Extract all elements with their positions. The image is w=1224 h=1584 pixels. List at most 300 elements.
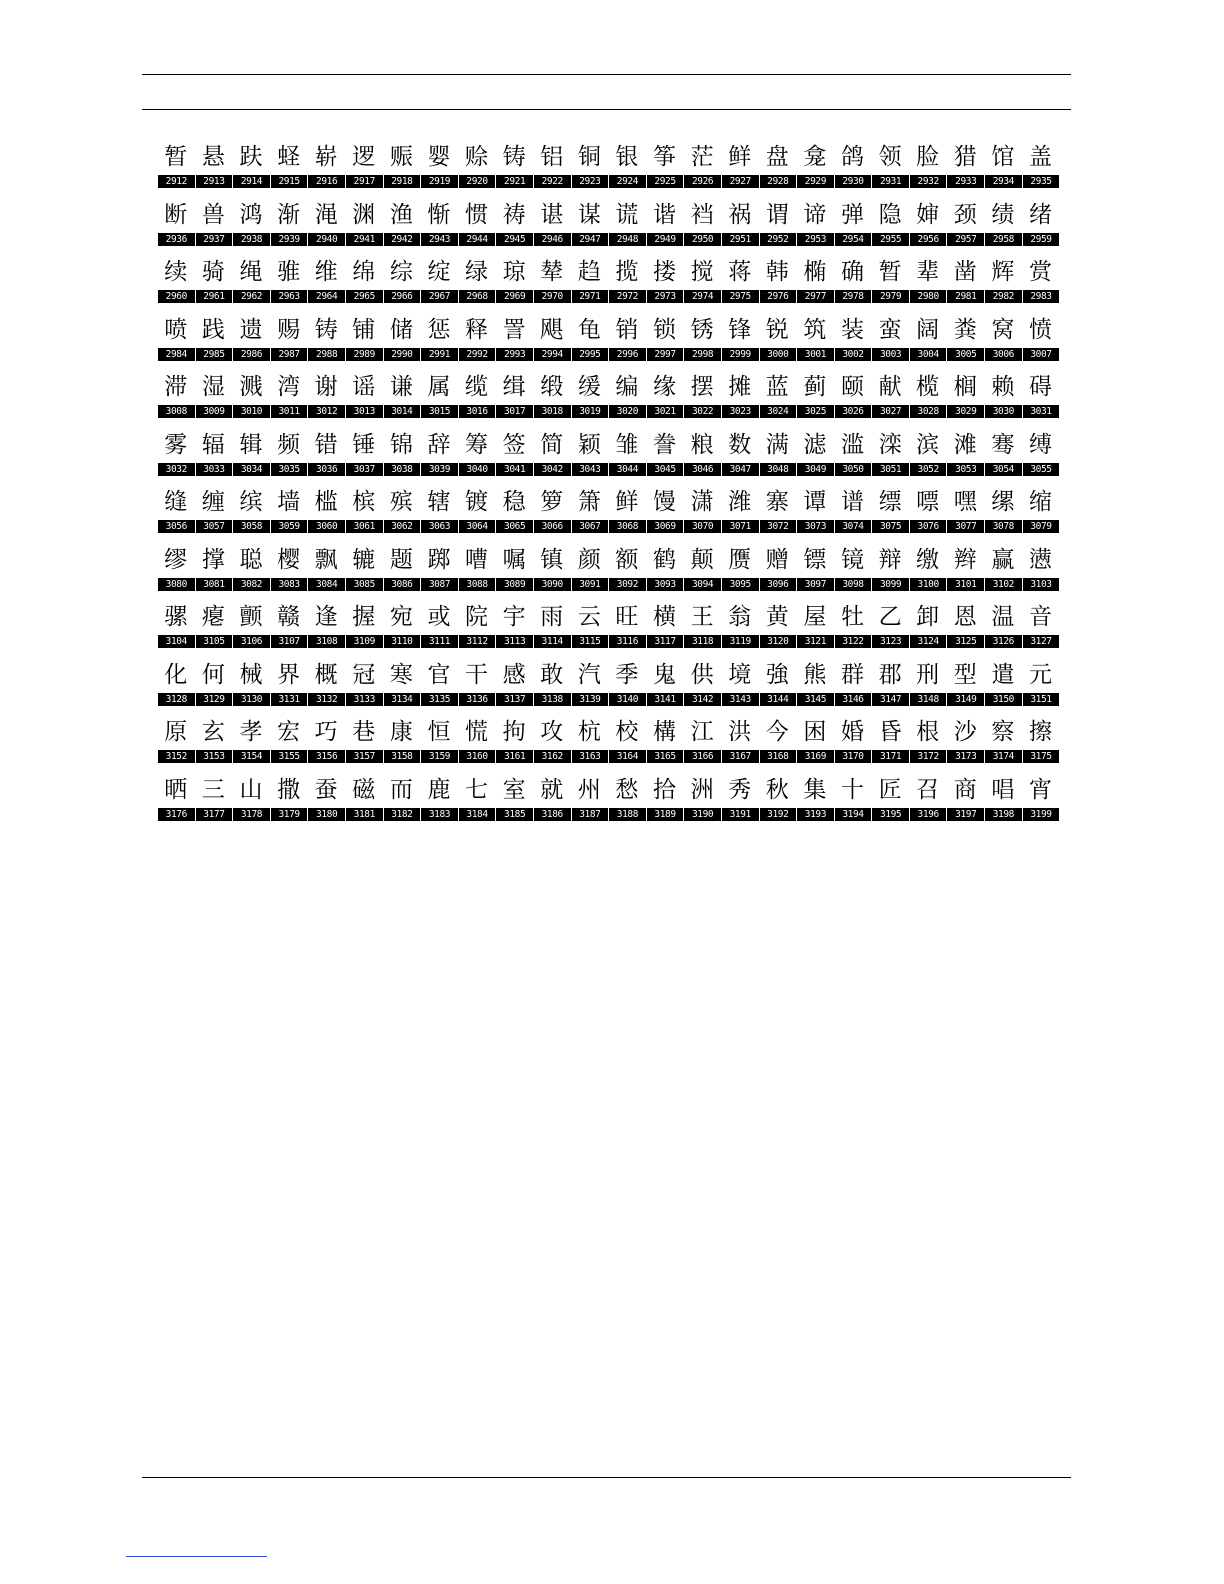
glyph-character: 恩 xyxy=(953,604,977,630)
glyph-character: 潇 xyxy=(690,489,714,515)
glyph-cell xyxy=(796,429,834,487)
glyph-character: 谱 xyxy=(840,489,864,515)
glyph-cell xyxy=(495,544,533,602)
glyph-character: 编 xyxy=(615,374,639,400)
glyph-character: 暂 xyxy=(164,144,188,170)
glyph-code: 2968 xyxy=(458,290,496,303)
glyph-code: 3046 xyxy=(683,463,721,476)
glyph-character: 兽 xyxy=(201,201,225,228)
glyph-code: 3194 xyxy=(834,808,872,821)
glyph-character: 感 xyxy=(502,661,526,688)
glyph-cell xyxy=(420,314,458,372)
glyph-cell xyxy=(984,544,1022,602)
glyph-character: 滤 xyxy=(803,431,827,458)
glyph-character: 满 xyxy=(765,431,789,458)
glyph-cell xyxy=(571,256,609,314)
glyph-cell xyxy=(307,601,345,659)
glyph-code: 3001 xyxy=(796,348,834,361)
glyph-cell xyxy=(232,429,270,487)
glyph-cell xyxy=(571,371,609,429)
glyph-cell xyxy=(796,544,834,602)
glyph-character: 群 xyxy=(840,661,864,688)
glyph-cell xyxy=(759,199,797,257)
glyph-code: 3072 xyxy=(759,520,797,533)
glyph-code: 3041 xyxy=(495,463,533,476)
glyph-cell xyxy=(383,429,421,487)
glyph-cell xyxy=(495,199,533,257)
glyph-code: 3022 xyxy=(683,405,721,418)
glyph-character: 秀 xyxy=(728,776,752,803)
glyph-character: 属 xyxy=(427,374,451,400)
glyph-code: 3087 xyxy=(420,578,458,591)
glyph-code: 2922 xyxy=(533,175,571,188)
glyph-cell xyxy=(946,314,984,372)
glyph-cell xyxy=(683,544,721,602)
glyph-character: 宏 xyxy=(277,719,301,745)
glyph-cell xyxy=(307,716,345,774)
glyph-code: 2986 xyxy=(232,348,270,361)
glyph-cell xyxy=(646,256,684,314)
glyph-row xyxy=(157,371,1060,429)
glyph-code: 3093 xyxy=(646,578,684,591)
glyph-code: 3012 xyxy=(307,405,345,418)
glyph-cell xyxy=(195,371,233,429)
glyph-code: 3157 xyxy=(345,750,383,763)
glyph-cell xyxy=(683,371,721,429)
glyph-character: 谐 xyxy=(653,201,677,228)
glyph-character: 或 xyxy=(427,604,451,630)
glyph-cell xyxy=(345,256,383,314)
glyph-character: 龟 xyxy=(577,316,601,343)
glyph-character: 隐 xyxy=(878,201,902,228)
glyph-code: 3124 xyxy=(909,635,947,648)
glyph-character: 惭 xyxy=(427,201,451,228)
glyph-character: 摊 xyxy=(728,374,752,400)
glyph-cell xyxy=(383,716,421,774)
glyph-character: 谣 xyxy=(352,374,376,400)
glyph-cell xyxy=(533,486,571,544)
glyph-code: 2933 xyxy=(946,175,984,188)
glyph-cell xyxy=(232,544,270,602)
glyph-cell xyxy=(345,429,383,487)
glyph-code: 3026 xyxy=(834,405,872,418)
glyph-cell xyxy=(683,659,721,717)
glyph-code: 2946 xyxy=(533,233,571,246)
glyph-code: 3074 xyxy=(834,520,872,533)
glyph-cell xyxy=(871,601,909,659)
glyph-character: 稳 xyxy=(502,489,526,515)
glyph-character: 辖 xyxy=(427,489,451,515)
glyph-character: 龛 xyxy=(803,144,827,170)
glyph-code: 3191 xyxy=(721,808,759,821)
glyph-code: 2970 xyxy=(533,290,571,303)
glyph-cell xyxy=(533,314,571,372)
glyph-cell xyxy=(683,256,721,314)
glyph-character: 装 xyxy=(840,316,864,343)
glyph-code: 3025 xyxy=(796,405,834,418)
glyph-character: 十 xyxy=(840,776,864,803)
glyph-code: 3160 xyxy=(458,750,496,763)
glyph-cell xyxy=(871,199,909,257)
glyph-code: 3146 xyxy=(834,693,872,706)
glyph-character: 祸 xyxy=(728,201,752,228)
glyph-code: 2957 xyxy=(946,233,984,246)
glyph-code: 3096 xyxy=(759,578,797,591)
glyph-cell xyxy=(946,371,984,429)
glyph-cell xyxy=(458,199,496,257)
glyph-cell xyxy=(383,199,421,257)
glyph-character: 榄 xyxy=(916,374,940,400)
glyph-character: 缓 xyxy=(577,374,601,400)
glyph-code: 3171 xyxy=(871,750,909,763)
glyph-code: 3163 xyxy=(571,750,609,763)
glyph-code: 3094 xyxy=(683,578,721,591)
glyph-cell xyxy=(195,199,233,257)
glyph-character: 辘 xyxy=(352,546,376,573)
glyph-character: 绽 xyxy=(427,259,451,285)
glyph-code: 2992 xyxy=(458,348,496,361)
glyph-code: 2983 xyxy=(1022,290,1060,303)
glyph-cell xyxy=(646,774,684,832)
glyph-character: 而 xyxy=(389,776,413,803)
glyph-code: 3197 xyxy=(946,808,984,821)
glyph-code: 3109 xyxy=(345,635,383,648)
glyph-character: 签 xyxy=(502,431,526,458)
glyph-cell xyxy=(946,659,984,717)
glyph-code: 3032 xyxy=(157,463,195,476)
glyph-character: 馒 xyxy=(653,489,677,515)
glyph-character: 慌 xyxy=(465,719,489,745)
glyph-character: 官 xyxy=(427,661,451,688)
glyph-code: 2990 xyxy=(383,348,421,361)
glyph-cell xyxy=(458,486,496,544)
glyph-character: 谛 xyxy=(803,201,827,228)
glyph-character: 绩 xyxy=(991,201,1015,228)
glyph-code: 3098 xyxy=(834,578,872,591)
glyph-character: 频 xyxy=(277,431,301,458)
glyph-character: 窝 xyxy=(991,316,1015,343)
glyph-cell xyxy=(909,371,947,429)
glyph-cell xyxy=(232,199,270,257)
glyph-character: 碍 xyxy=(1028,374,1052,400)
glyph-code: 3152 xyxy=(157,750,195,763)
glyph-character: 缆 xyxy=(465,374,489,400)
glyph-character: 界 xyxy=(277,661,301,688)
glyph-code: 3111 xyxy=(420,635,458,648)
glyph-code: 2923 xyxy=(571,175,609,188)
glyph-cell xyxy=(270,544,308,602)
glyph-cell xyxy=(458,314,496,372)
glyph-code: 3119 xyxy=(721,635,759,648)
glyph-cell xyxy=(909,716,947,774)
glyph-code: 2960 xyxy=(157,290,195,303)
glyph-cell xyxy=(759,429,797,487)
glyph-cell xyxy=(683,199,721,257)
glyph-code: 3179 xyxy=(270,808,308,821)
glyph-character: 敢 xyxy=(540,661,564,688)
glyph-code: 3138 xyxy=(533,693,571,706)
glyph-cell xyxy=(608,141,646,199)
glyph-code: 2925 xyxy=(646,175,684,188)
glyph-cell xyxy=(871,774,909,832)
glyph-code: 3060 xyxy=(307,520,345,533)
glyph-code: 2984 xyxy=(157,348,195,361)
glyph-code: 2918 xyxy=(383,175,421,188)
glyph-character: 湾 xyxy=(277,374,301,400)
glyph-code: 3167 xyxy=(721,750,759,763)
glyph-code: 3095 xyxy=(721,578,759,591)
glyph-code: 3037 xyxy=(345,463,383,476)
glyph-character: 刑 xyxy=(916,661,940,688)
glyph-cell xyxy=(533,141,571,199)
glyph-character: 磁 xyxy=(352,776,376,803)
glyph-character: 郡 xyxy=(878,661,902,688)
glyph-code: 3137 xyxy=(495,693,533,706)
glyph-code: 3036 xyxy=(307,463,345,476)
glyph-code: 2924 xyxy=(608,175,646,188)
glyph-cell xyxy=(984,256,1022,314)
glyph-character: 绳 xyxy=(239,259,263,285)
glyph-code: 3091 xyxy=(571,578,609,591)
glyph-code: 3143 xyxy=(721,693,759,706)
glyph-code: 2982 xyxy=(984,290,1022,303)
glyph-cell xyxy=(383,314,421,372)
glyph-cell xyxy=(721,371,759,429)
glyph-code: 3018 xyxy=(533,405,571,418)
glyph-cell xyxy=(195,256,233,314)
glyph-cell xyxy=(608,774,646,832)
glyph-code: 3195 xyxy=(871,808,909,821)
glyph-cell xyxy=(307,371,345,429)
glyph-cell xyxy=(420,544,458,602)
glyph-character: 祷 xyxy=(502,201,526,228)
glyph-code: 3177 xyxy=(195,808,233,821)
glyph-character: 蛮 xyxy=(878,316,902,343)
glyph-code: 3183 xyxy=(420,808,458,821)
glyph-code: 3155 xyxy=(270,750,308,763)
glyph-character: 集 xyxy=(803,776,827,803)
glyph-cell xyxy=(1022,601,1060,659)
glyph-cell xyxy=(571,601,609,659)
glyph-code: 2952 xyxy=(759,233,797,246)
glyph-code: 3048 xyxy=(759,463,797,476)
glyph-character: 谭 xyxy=(803,489,827,515)
glyph-code: 3086 xyxy=(383,578,421,591)
glyph-cell xyxy=(871,141,909,199)
glyph-code: 3067 xyxy=(571,520,609,533)
glyph-code: 3158 xyxy=(383,750,421,763)
glyph-code: 2931 xyxy=(871,175,909,188)
glyph-cell xyxy=(946,774,984,832)
glyph-cell xyxy=(646,371,684,429)
glyph-character: 粮 xyxy=(690,431,714,458)
glyph-cell xyxy=(383,256,421,314)
glyph-code: 2973 xyxy=(646,290,684,303)
glyph-character: 槛 xyxy=(314,489,338,515)
glyph-character: 商 xyxy=(953,776,977,803)
glyph-character: 缩 xyxy=(1028,489,1052,515)
glyph-cell xyxy=(759,659,797,717)
glyph-character: 逢 xyxy=(314,604,338,630)
glyph-cell xyxy=(834,314,872,372)
glyph-cell xyxy=(420,141,458,199)
glyph-cell xyxy=(721,314,759,372)
glyph-character: 缥 xyxy=(878,489,902,515)
glyph-cell xyxy=(458,774,496,832)
glyph-code: 3038 xyxy=(383,463,421,476)
glyph-character: 数 xyxy=(728,431,752,458)
glyph-cell xyxy=(984,659,1022,717)
glyph-cell xyxy=(270,486,308,544)
glyph-cell xyxy=(683,716,721,774)
glyph-cell xyxy=(984,486,1022,544)
glyph-character: 缴 xyxy=(916,546,940,573)
glyph-cell xyxy=(984,314,1022,372)
glyph-character: 云 xyxy=(577,604,601,630)
glyph-character: 今 xyxy=(765,719,789,745)
glyph-code: 3162 xyxy=(533,750,571,763)
glyph-character: 惯 xyxy=(465,201,489,228)
glyph-code: 3190 xyxy=(683,808,721,821)
glyph-cell xyxy=(195,314,233,372)
glyph-cell xyxy=(608,429,646,487)
glyph-cell xyxy=(646,544,684,602)
glyph-code: 3075 xyxy=(871,520,909,533)
glyph-code: 3082 xyxy=(232,578,270,591)
glyph-code: 3083 xyxy=(270,578,308,591)
glyph-code: 3153 xyxy=(195,750,233,763)
glyph-character: 校 xyxy=(615,719,639,745)
glyph-cell xyxy=(458,544,496,602)
glyph-code: 2949 xyxy=(646,233,684,246)
glyph-code: 3019 xyxy=(571,405,609,418)
glyph-code: 3192 xyxy=(759,808,797,821)
glyph-code: 3166 xyxy=(683,750,721,763)
glyph-cell xyxy=(533,371,571,429)
glyph-row xyxy=(157,601,1060,659)
glyph-character: 错 xyxy=(314,431,338,458)
glyph-code: 3006 xyxy=(984,348,1022,361)
glyph-character: 山 xyxy=(239,776,263,803)
glyph-code: 3101 xyxy=(946,578,984,591)
glyph-character: 院 xyxy=(465,604,489,630)
glyph-code: 3142 xyxy=(683,693,721,706)
glyph-cell xyxy=(571,659,609,717)
glyph-code: 3168 xyxy=(759,750,797,763)
glyph-code: 2921 xyxy=(495,175,533,188)
glyph-character: 鸽 xyxy=(840,144,864,170)
footer-rule xyxy=(142,1477,1071,1478)
glyph-cell xyxy=(571,141,609,199)
glyph-cell xyxy=(345,314,383,372)
glyph-code: 3059 xyxy=(270,520,308,533)
glyph-cell xyxy=(946,486,984,544)
glyph-character: 聪 xyxy=(239,546,263,573)
glyph-cell xyxy=(646,429,684,487)
glyph-code: 3011 xyxy=(270,405,308,418)
glyph-cell xyxy=(1022,486,1060,544)
glyph-cell xyxy=(420,256,458,314)
glyph-cell xyxy=(157,486,195,544)
glyph-character: 弹 xyxy=(840,201,864,228)
glyph-cell xyxy=(383,544,421,602)
glyph-code: 2981 xyxy=(946,290,984,303)
glyph-cell xyxy=(871,314,909,372)
glyph-character: 逻 xyxy=(352,144,376,170)
glyph-code: 3103 xyxy=(1022,578,1060,591)
glyph-character: 拘 xyxy=(502,719,526,745)
glyph-code: 3024 xyxy=(759,405,797,418)
glyph-character: 境 xyxy=(728,661,752,688)
glyph-row xyxy=(157,774,1060,832)
glyph-character: 锁 xyxy=(653,316,677,343)
glyph-code: 2913 xyxy=(195,175,233,188)
glyph-cell xyxy=(759,256,797,314)
glyph-character: 揽 xyxy=(615,259,639,285)
glyph-character: 颖 xyxy=(577,431,601,458)
glyph-character: 溅 xyxy=(239,374,263,400)
glyph-code: 3088 xyxy=(458,578,496,591)
glyph-code: 3136 xyxy=(458,693,496,706)
glyph-code: 3110 xyxy=(383,635,421,648)
glyph-cell xyxy=(383,601,421,659)
glyph-code: 2928 xyxy=(759,175,797,188)
glyph-character: 温 xyxy=(991,604,1015,630)
glyph-cell xyxy=(683,314,721,372)
glyph-code: 2991 xyxy=(420,348,458,361)
glyph-code: 3100 xyxy=(909,578,947,591)
glyph-character: 辞 xyxy=(427,431,451,458)
glyph-character: 凿 xyxy=(953,259,977,285)
glyph-code: 3045 xyxy=(646,463,684,476)
glyph-code: 2916 xyxy=(307,175,345,188)
glyph-character: 辉 xyxy=(991,259,1015,285)
glyph-cell xyxy=(1022,774,1060,832)
glyph-cell xyxy=(946,199,984,257)
glyph-code: 2964 xyxy=(307,290,345,303)
glyph-code: 3040 xyxy=(458,463,496,476)
glyph-character: 寨 xyxy=(765,489,789,515)
glyph-code: 3077 xyxy=(946,520,984,533)
glyph-code: 3043 xyxy=(571,463,609,476)
glyph-character: 乙 xyxy=(878,604,902,630)
glyph-cell xyxy=(909,659,947,717)
character-grid xyxy=(157,141,1060,831)
glyph-cell xyxy=(495,256,533,314)
glyph-code: 3186 xyxy=(533,808,571,821)
glyph-cell xyxy=(909,429,947,487)
glyph-cell xyxy=(383,659,421,717)
glyph-character: 缪 xyxy=(164,546,188,573)
glyph-cell xyxy=(157,256,195,314)
glyph-code: 2920 xyxy=(458,175,496,188)
glyph-character: 旺 xyxy=(615,604,639,630)
glyph-code: 3121 xyxy=(796,635,834,648)
glyph-code: 2966 xyxy=(383,290,421,303)
glyph-code: 3188 xyxy=(608,808,646,821)
glyph-code: 3107 xyxy=(270,635,308,648)
glyph-cell xyxy=(345,141,383,199)
glyph-cell xyxy=(458,716,496,774)
glyph-code: 3049 xyxy=(796,463,834,476)
glyph-cell xyxy=(1022,141,1060,199)
glyph-character: 骓 xyxy=(277,259,301,285)
glyph-cell xyxy=(420,601,458,659)
glyph-code: 3147 xyxy=(871,693,909,706)
glyph-character: 飓 xyxy=(540,316,564,343)
glyph-character: 趺 xyxy=(239,144,263,170)
glyph-cell xyxy=(533,256,571,314)
